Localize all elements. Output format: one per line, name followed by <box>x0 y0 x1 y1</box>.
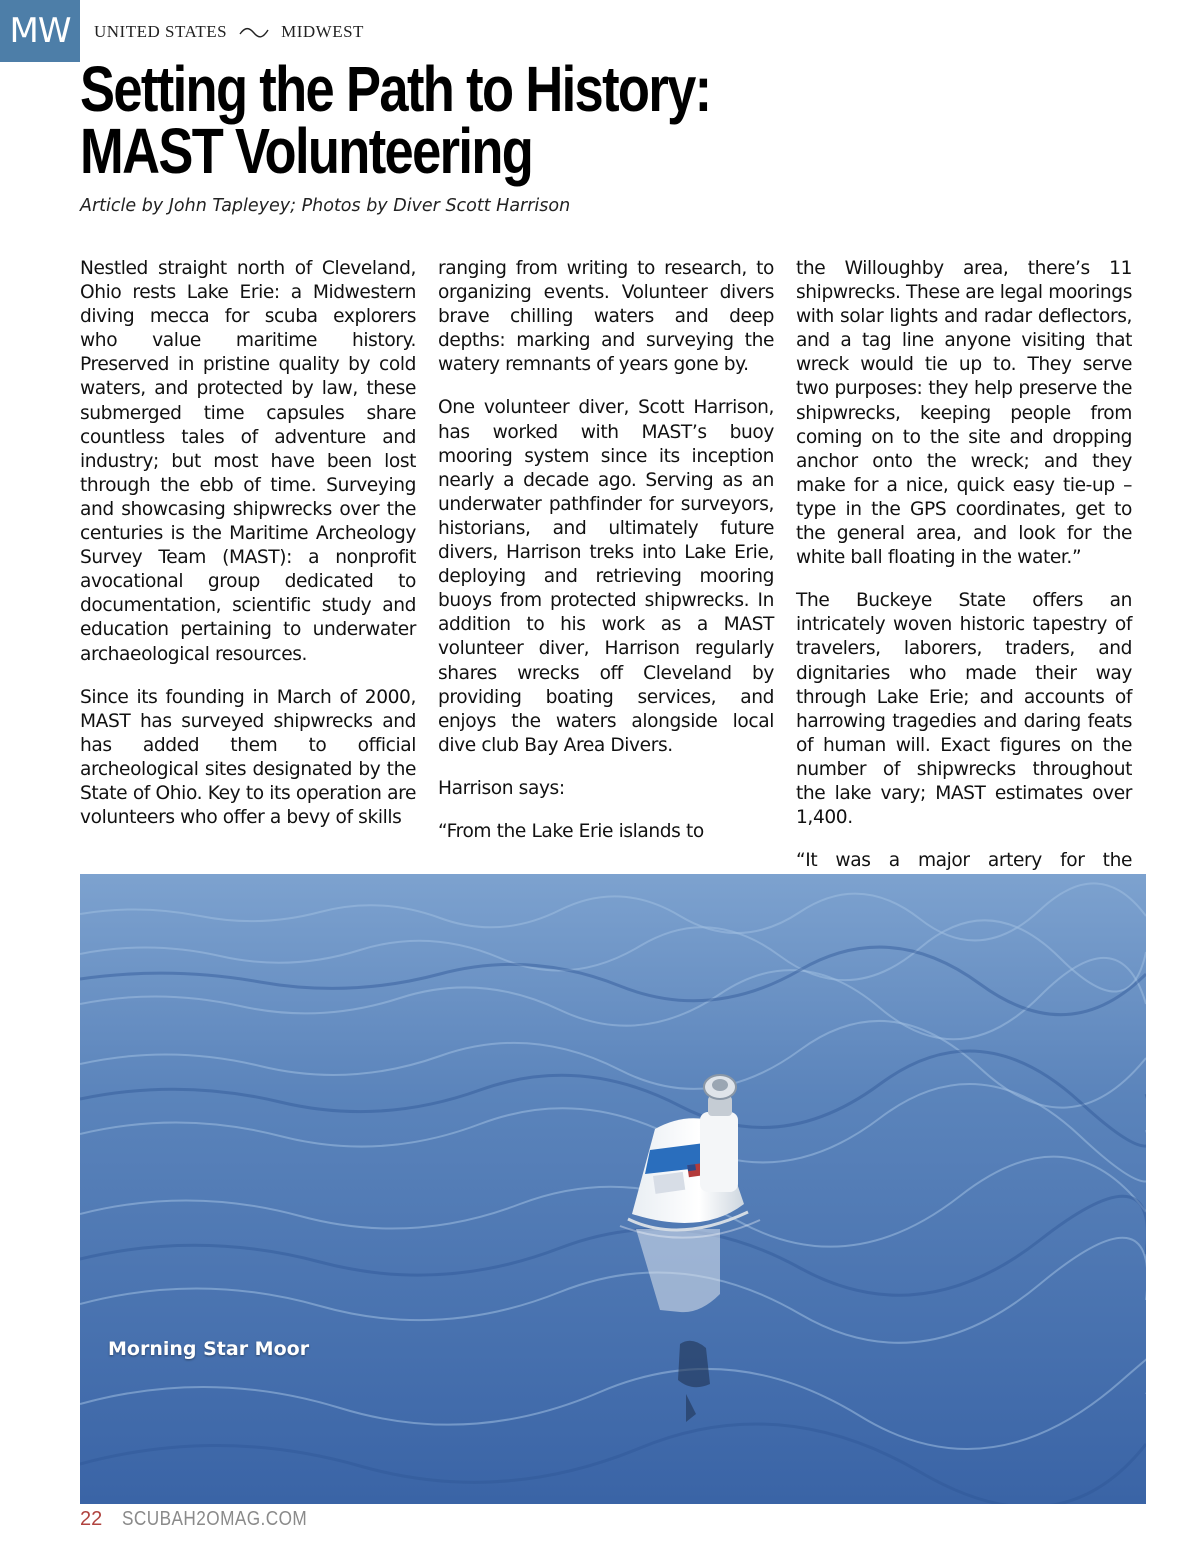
title-line-1: Setting the Path to History: <box>80 53 711 125</box>
water-scene <box>80 874 1146 1504</box>
paragraph: “From the Lake Erie islands to <box>438 820 704 842</box>
page-footer <box>80 1508 338 1531</box>
buoy-photo <box>80 874 1146 1504</box>
title-line-2: MAST Volunteering <box>80 115 533 187</box>
paragraph: Nestled straight north of Cleveland, Ohio rests Lake Erie: a Midwestern diving mecca for scuba explorers who value maritime history. Preserved in pristine quality by cold waters, and protected by law, these submerged time capsules share countless tales of adventure and industry; but most have been lost through the ebb of time. Surveying and showcasing shipwrecks over the centuries is the Maritime Archeology Survey Team (MAST): a nonprofit avocational group dedicated to documentation, scientific study and education pertaining to underwater archaeological resources. <box>80 258 416 665</box>
column-2 <box>438 257 774 863</box>
paragraph: “It was a major artery for the <box>796 850 1132 872</box>
swirl-divider-icon <box>239 25 269 39</box>
paragraph: Since its founding in March of 2000, MAST has surveyed shipwrecks and has added them to official archeological sites designated by the State of Ohio. Key to its operation are volunteers who offer a bevy of skills <box>80 686 416 829</box>
article-title <box>80 53 711 187</box>
paragraph: The Buckeye State offers an intricately woven historic tapestry of travelers, laborers, traders, and dignitaries who made their way through Lake Erie; and accounts of harrowing tragedies and daring feats of human will. Exact figures on the number of shipwrecks throughout the lake vary; MAST estimates over 1,400. <box>796 590 1132 829</box>
paragraph: the Willoughby area, there’s 11 shipwrecks. These are legal moorings with solar lights and radar deflectors, and a tag line anyone visiting that wreck would tie up to. They serve two purposes: they help preserve the shipwrecks, keeping people from coming on to the site and dropping anchor onto the wreck; and they make for a nice, quick easy tie-up – type in the GPS coordinates, get to the general area, and look for the white ball floating in the water.” <box>796 258 1132 569</box>
photo-caption: Morning Star Moor <box>108 1338 310 1360</box>
region-area: MIDWEST <box>281 22 364 41</box>
region-country: UNITED STATES <box>94 22 228 41</box>
paragraph: ranging from writing to research, to organizing events. Volunteer divers brave chilling waters and deep depths: marking and surveying the watery remnants of years gone by. <box>438 258 774 376</box>
byline: Article by John Tapleyey; Photos by Diver Scott Harrison <box>80 196 571 216</box>
column-1 <box>80 257 416 849</box>
section-tab: MW <box>0 0 80 62</box>
column-3 <box>796 257 1132 916</box>
page-number: 22 <box>80 1508 103 1530</box>
paragraph: One volunteer diver, Scott Harrison, has worked with MAST’s buoy mooring system since its inception nearly a decade ago. Serving as an underwater pathfinder for surveyors, historians, and ultimately future divers, Harrison treks into Lake Erie, deploying and retrieving mooring buoys from protected shipwrecks. In addition to his work as a MAST volunteer diver, Harrison regularly shares wrecks off Cleveland by providing boating services, and enjoys the waters alongside local dive club Bay Area Divers. <box>438 397 774 756</box>
site-url: SCUBAH2OMAG.COM <box>122 1508 308 1530</box>
paragraph: Harrison says: <box>438 777 565 799</box>
region-label <box>94 22 364 42</box>
